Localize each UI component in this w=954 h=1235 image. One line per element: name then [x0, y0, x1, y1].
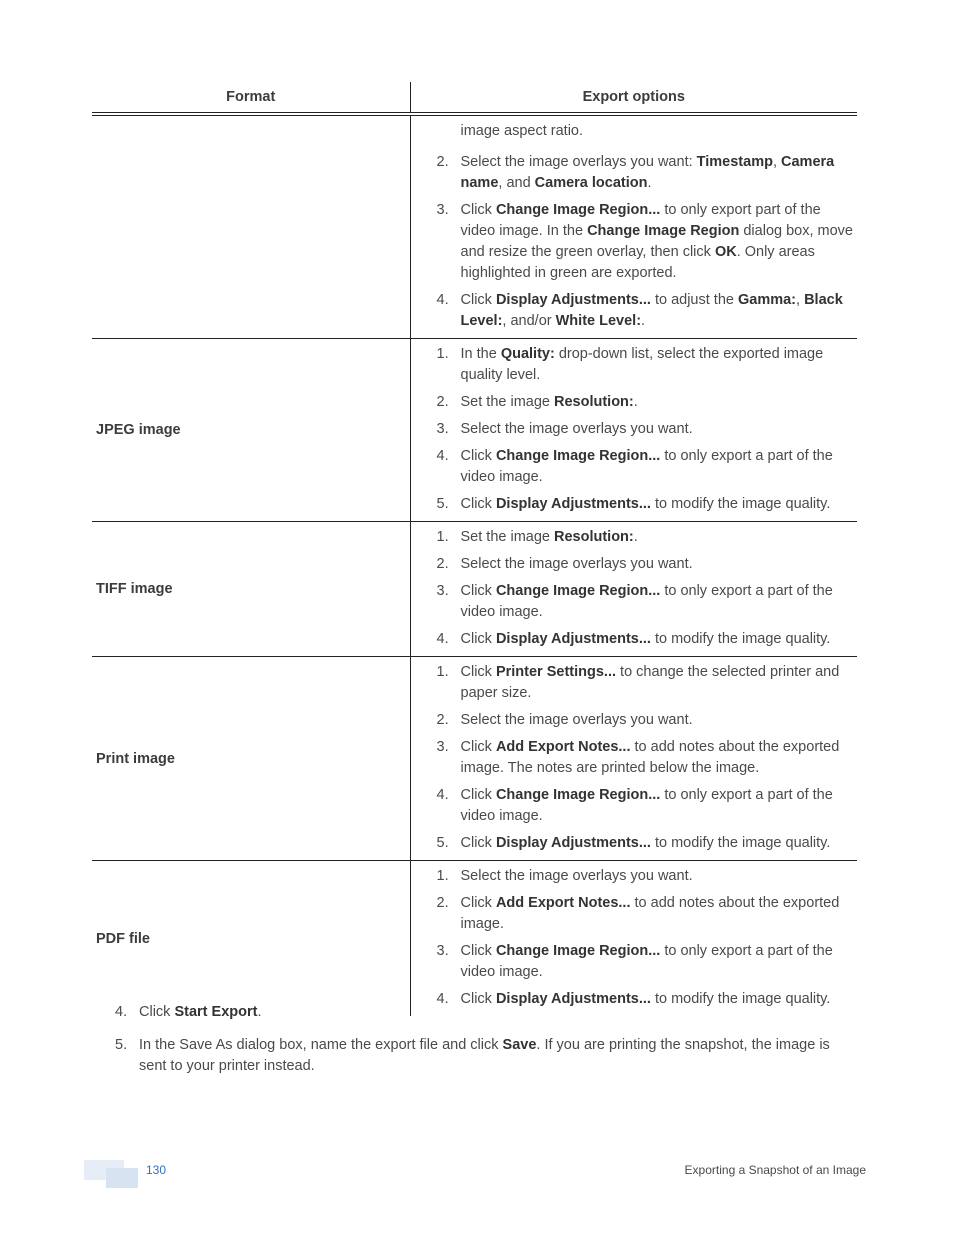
ui-term: Change Image Region...	[495, 448, 661, 464]
table-row	[92, 657, 857, 861]
export-options-table	[92, 82, 857, 1016]
step-item	[411, 200, 858, 284]
text-run: Click	[139, 1004, 175, 1020]
text-run: Click	[460, 895, 496, 911]
step-item	[411, 527, 858, 548]
format-cell: TIFF image	[92, 522, 410, 657]
text-run: Click	[460, 991, 496, 1007]
text-run: Click	[460, 292, 496, 308]
step-number: 5.	[436, 835, 449, 851]
step-text	[461, 154, 835, 191]
text-run: .	[257, 1004, 262, 1020]
text-run: Click	[460, 664, 496, 680]
options-cell	[410, 522, 857, 657]
step-number: 5.	[115, 1037, 128, 1053]
step-text	[461, 529, 638, 545]
table-row	[92, 339, 857, 522]
text-run: Click	[460, 496, 496, 512]
step-item	[411, 419, 858, 440]
text-run: Select the image overlays you want.	[460, 556, 693, 572]
ui-term: Change Image Region...	[495, 583, 661, 599]
text-run: In the	[460, 346, 501, 362]
text-run: Select the image overlays you want.	[460, 712, 693, 728]
export-options-column-header: Export options	[410, 82, 857, 114]
ui-term: Display Adjustments...	[495, 496, 651, 512]
step-number: 2.	[436, 556, 449, 572]
text-run: Click	[460, 943, 496, 959]
format-cell: PDF file	[92, 861, 410, 1017]
step-text	[461, 787, 833, 824]
ui-term: OK	[714, 244, 737, 260]
step-item	[411, 662, 858, 704]
text-run: to only export part of the video image. In the	[460, 202, 821, 239]
table-row	[92, 522, 857, 657]
table-row	[92, 861, 857, 1017]
text-run: to add notes about the exported image. The notes are printed below the image.	[460, 739, 840, 776]
step-number: 3.	[436, 421, 449, 437]
step-item	[411, 737, 858, 779]
step-number: 3.	[436, 583, 449, 599]
step-item	[411, 290, 858, 332]
step-number: 5.	[436, 496, 449, 512]
text-run: . If you are printing the snapshot, the image is sent to your printer instead.	[139, 1037, 830, 1074]
step-text	[461, 292, 843, 329]
text-run: ,	[796, 292, 805, 308]
procedure-steps	[115, 1002, 860, 1089]
step-text	[461, 739, 840, 776]
step-text	[461, 202, 854, 281]
text-run: to modify the image quality.	[650, 496, 831, 512]
step-text	[461, 664, 840, 701]
options-cell	[410, 861, 857, 1017]
steps-list	[411, 657, 858, 860]
text-run: Click	[460, 787, 496, 803]
step-number: 2.	[436, 895, 449, 911]
step-text	[461, 943, 833, 980]
ui-term: Printer Settings...	[495, 664, 617, 680]
ui-term: Add Export Notes...	[495, 739, 631, 755]
continued-steps	[411, 152, 858, 338]
step-text	[461, 496, 831, 512]
text-run: .	[647, 175, 652, 191]
step-number: 4.	[436, 448, 449, 464]
options-cell	[410, 657, 857, 861]
text-run: ,	[772, 154, 782, 170]
step-item	[411, 446, 858, 488]
ui-term: Resolution:	[554, 394, 634, 410]
step-text	[461, 895, 840, 932]
step-item	[411, 710, 858, 731]
text-run: to only export a part of the video image.	[460, 448, 833, 485]
step-text	[461, 394, 638, 410]
format-cell: JPEG image	[92, 339, 410, 522]
step-item	[411, 941, 858, 983]
text-run: Click	[460, 202, 496, 218]
steps-list	[411, 339, 858, 521]
text-run: to only export a part of the video image.	[460, 943, 833, 980]
ui-term: Display Adjustments...	[495, 835, 651, 851]
step-item	[411, 893, 858, 935]
format-cell: Print image	[92, 657, 410, 861]
step-item	[411, 344, 858, 386]
text-run: drop-down list, select the exported image quality level.	[460, 346, 824, 383]
step-text	[461, 868, 693, 884]
step-item	[411, 554, 858, 575]
table-row-continued	[92, 114, 857, 339]
ui-term: Add Export Notes...	[495, 895, 631, 911]
step-item	[411, 494, 858, 515]
text-run: Select the image overlays you want.	[460, 868, 693, 884]
step-item	[411, 866, 858, 887]
text-run: Set the image	[460, 529, 554, 545]
format-cell	[92, 114, 410, 339]
ui-term: White Level:	[555, 313, 642, 329]
page-number: 130	[146, 1163, 167, 1177]
step-text	[461, 712, 693, 728]
text-run: .	[633, 529, 638, 545]
step-text	[461, 448, 833, 485]
text-run: to change the selected printer and paper size.	[460, 664, 840, 701]
text-run: Set the image	[460, 394, 554, 410]
step-number: 4.	[115, 1004, 128, 1020]
step-item	[411, 152, 858, 194]
step-item	[411, 785, 858, 827]
ui-term: Change Image Region	[587, 223, 740, 239]
steps-list	[411, 522, 858, 656]
text-run: to add notes about the exported image.	[460, 895, 840, 932]
ui-term: Gamma:	[737, 292, 797, 308]
text-run: Select the image overlays you want:	[460, 154, 697, 170]
ui-term: Display Adjustments...	[495, 292, 651, 308]
ui-term: Display Adjustments...	[495, 631, 651, 647]
step-number: 4.	[436, 991, 449, 1007]
text-run: to adjust the	[650, 292, 738, 308]
ui-term: Timestamp	[696, 154, 773, 170]
text-run: to modify the image quality.	[650, 835, 831, 851]
step-text	[461, 583, 833, 620]
step-number: 1.	[436, 346, 449, 362]
text-run: to only export a part of the video image.	[460, 583, 833, 620]
footer-title: Exporting a Snapshot of an Image	[684, 1163, 866, 1177]
step-item	[411, 392, 858, 413]
ui-term: Resolution:	[554, 529, 634, 545]
procedure-step	[115, 1035, 860, 1077]
ui-term: Change Image Region...	[495, 202, 661, 218]
text-run: Click	[460, 835, 496, 851]
procedure-step	[115, 1002, 860, 1023]
step-item	[411, 581, 858, 623]
step-number: 2.	[436, 154, 449, 170]
text-run: to only export a part of the video image.	[460, 787, 833, 824]
step-item	[411, 833, 858, 854]
step-text	[461, 631, 831, 647]
step-number: 3.	[436, 943, 449, 959]
step-item	[411, 629, 858, 650]
steps-list	[411, 861, 858, 1016]
ui-term: Camera name	[460, 154, 835, 191]
text-run: to modify the image quality.	[650, 631, 831, 647]
step-text	[139, 1037, 830, 1074]
text-run: Click	[460, 739, 496, 755]
ui-term: Black Level:	[460, 292, 843, 329]
text-run: In the Save As dialog box, name the export file and click	[139, 1037, 503, 1053]
ui-term: Quality:	[500, 346, 555, 362]
ui-term: Save	[502, 1037, 537, 1053]
text-run: .	[641, 313, 646, 329]
step-number: 1.	[436, 868, 449, 884]
text-run: .	[633, 394, 638, 410]
step-number: 4.	[436, 631, 449, 647]
text-run: dialog box, move and resize the green overlay, then click	[460, 223, 853, 260]
format-column-header: Format	[92, 82, 410, 114]
text-run: , and	[498, 175, 535, 191]
text-run: Click	[460, 631, 496, 647]
step-text	[461, 421, 693, 437]
step-number: 3.	[436, 739, 449, 755]
text-run: Click	[460, 448, 496, 464]
footer-logo	[84, 1160, 138, 1188]
text-run: to modify the image quality.	[650, 991, 831, 1007]
step-text	[461, 835, 831, 851]
ui-term: Change Image Region...	[495, 787, 661, 803]
step-text	[461, 346, 824, 383]
step-text	[461, 556, 693, 572]
ui-term: Camera location	[534, 175, 648, 191]
options-cell	[410, 339, 857, 522]
step-number: 1.	[436, 529, 449, 545]
step-number: 3.	[436, 202, 449, 218]
step-number: 4.	[436, 292, 449, 308]
options-cell	[410, 114, 857, 339]
text-run: , and/or	[502, 313, 556, 329]
step-text	[139, 1004, 261, 1020]
ui-term: Change Image Region...	[495, 943, 661, 959]
text-run: Select the image overlays you want.	[460, 421, 693, 437]
step-number: 2.	[436, 712, 449, 728]
step-number: 4.	[436, 787, 449, 803]
continued-text: image aspect ratio.	[460, 123, 584, 139]
ui-term: Start Export	[174, 1004, 258, 1020]
ui-term: Display Adjustments...	[495, 991, 651, 1007]
text-run: . Only areas highlighted in green are exported.	[460, 244, 815, 281]
step-number: 1.	[436, 664, 449, 680]
text-run: Click	[460, 583, 496, 599]
step-number: 2.	[436, 394, 449, 410]
